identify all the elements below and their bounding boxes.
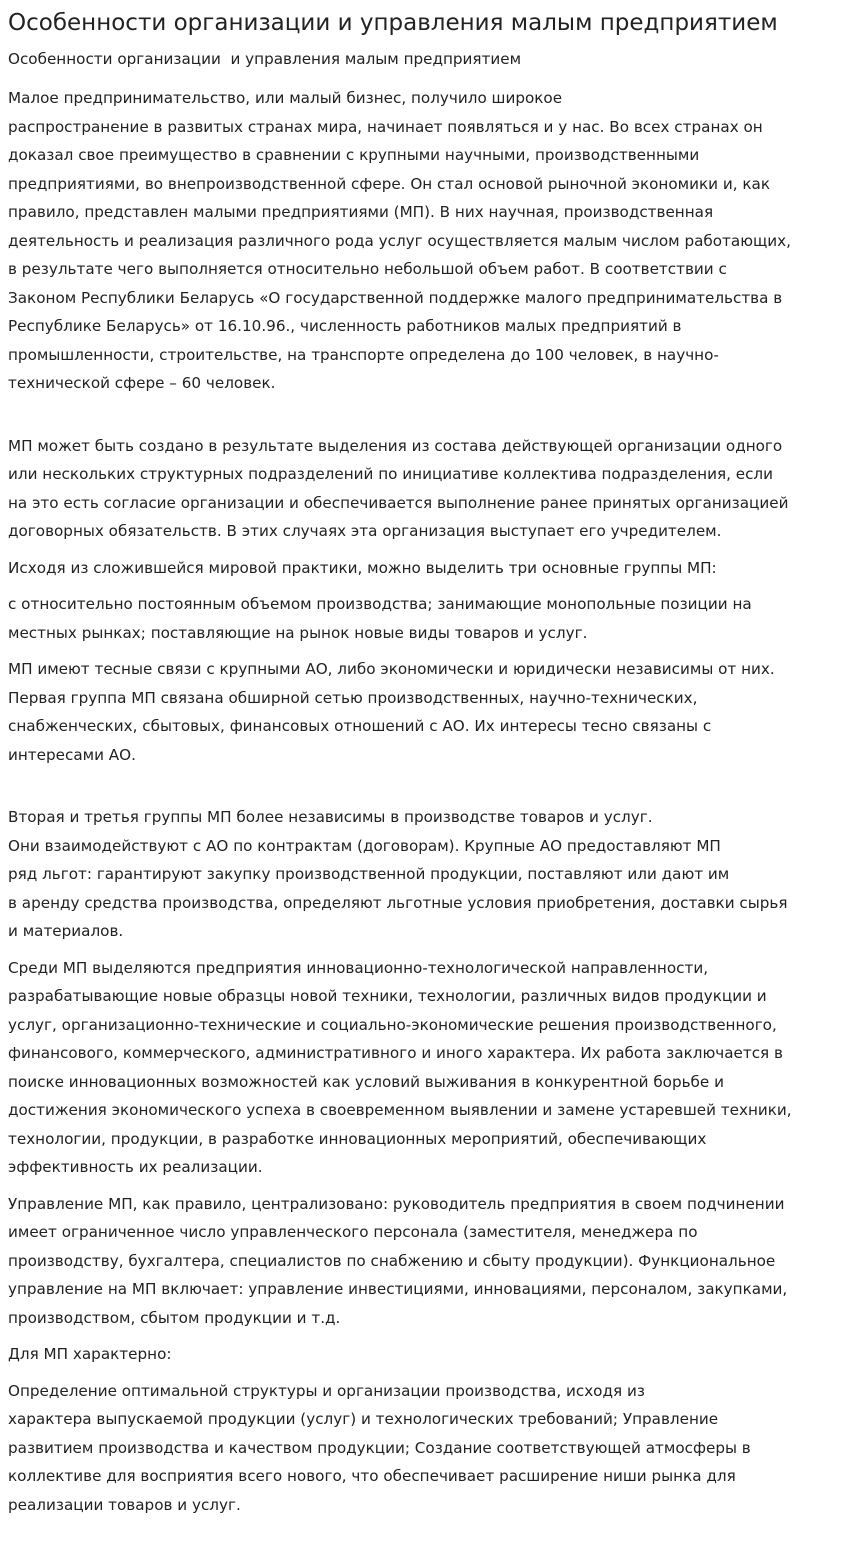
page-title: Особенности организации и управления малым предприятием: [8, 10, 778, 36]
paragraph-spacer: [8, 777, 839, 803]
paragraph-groups-list: с относительно постоянным объемом производства; занимающие монопольные позиции на местных рынках; поставляющие на рынок новые виды товаров и услуг.: [8, 595, 752, 642]
paragraph-characteristic-heading: Для МП характерно:: [8, 1345, 172, 1363]
paragraph-management: Управление МП, как правило, централизовано: руководитель предприятия в своем подчинении имеет ограниченное число управленческого персонала (заместителя, менеджера по производству, бухгалтера, специалистов по снабжению и сбыту продукции). Функциональное управление на МП включает: управление инвестициями, инновациями, персоналом, закупками, производством, сбытом продукции и т.д.: [8, 1194, 788, 1327]
paragraph-intro: Малое предпринимательство, или малый бизнес, получило широкое распространение в развитых странах мира, начинает появляться и у нас. Во всех странах он доказал свое преимущество в сравнении с крупными научными, производственными предприятиями, во внепроизводственной сфере. Он стал основой рыночной экономики и, как правило, представлен малыми предприятиями (МП). В них научная, производственная деятельность и реализация различного рода услуг осуществляется малым числом работающих, в результате чего выполняется относительно небольшой объем работ. В соответствии с Законом Республики Беларусь «О государственной поддержке малого предпринимательства в Республике Беларусь» от 16.10.96., численность работников малых предприятий в промышленности, строительстве, на транспорте определена до 100 человек, в научно- технической сфере – 60 человек.: [8, 89, 791, 392]
paragraph-groups-intro: Исходя из сложившейся мировой практики, можно выделить три основные группы МП:: [8, 558, 717, 577]
paragraph-creation: МП может быть создано в результате выделения из состава действующей организации одного или нескольких структурных подразделений по инициативе коллектива подразделения, если на это есть согласие организации и обеспечивается выполнение ранее принятых организацией договорных обязательств. В этих случаях эта организация выступает его учредителем.: [8, 436, 789, 540]
paragraph-independent-groups: Вторая и третья группы МП более независимы в производстве товаров и услуг. Они взаимодействуют с АО по контрактам (договорам). Крупные АО предоставляют МП ряд льгот: гарантируют закупку производственной продукции, поставляют или дают им в аренду средства производства, определяют льготные условия приобретения, доставки сырья и материалов.: [8, 808, 788, 940]
paragraph-spacer: [8, 406, 839, 432]
page-subtitle: Особенности организации и управления малым предприятием: [8, 50, 522, 68]
paragraph-characteristics: Определение оптимальной структуры и организации производства, исходя из характера выпускаемой продукции (услуг) и технологических требований; Управление развитием производства и качеством продукции; Создание соответствующей атмосферы в коллективе для восприятия всего нового, что обеспечивает расширение ниши рынка для реализации товаров и услуг.: [8, 1381, 751, 1514]
paragraph-ao-relations: МП имеют тесные связи с крупными АО, либо экономически и юридически независимы от них. Первая группа МП связана обширной сетью производственных, научно-технических, снабженческих, сбытовых, финансовых отношений с АО. Их интересы тесно связаны с интересами АО.: [8, 660, 775, 764]
paragraph-innovation: Среди МП выделяются предприятия инновационно-технологической направленности, разрабатывающие новые образцы новой техники, технологии, различных видов продукции и услуг, организационно-технические и социально-экономические решения производственного, финансового, коммерческого, административного и иного характера. Их работа заключается в поиске инновационных возможностей как условий выживания в конкурентной борьбе и достижения экономического успеха в своевременном выявлении и замене устаревшей техники, технологии, продукции, в разработке инновационных мероприятий, обеспечивающих эффективность их реализации.: [8, 958, 792, 1176]
